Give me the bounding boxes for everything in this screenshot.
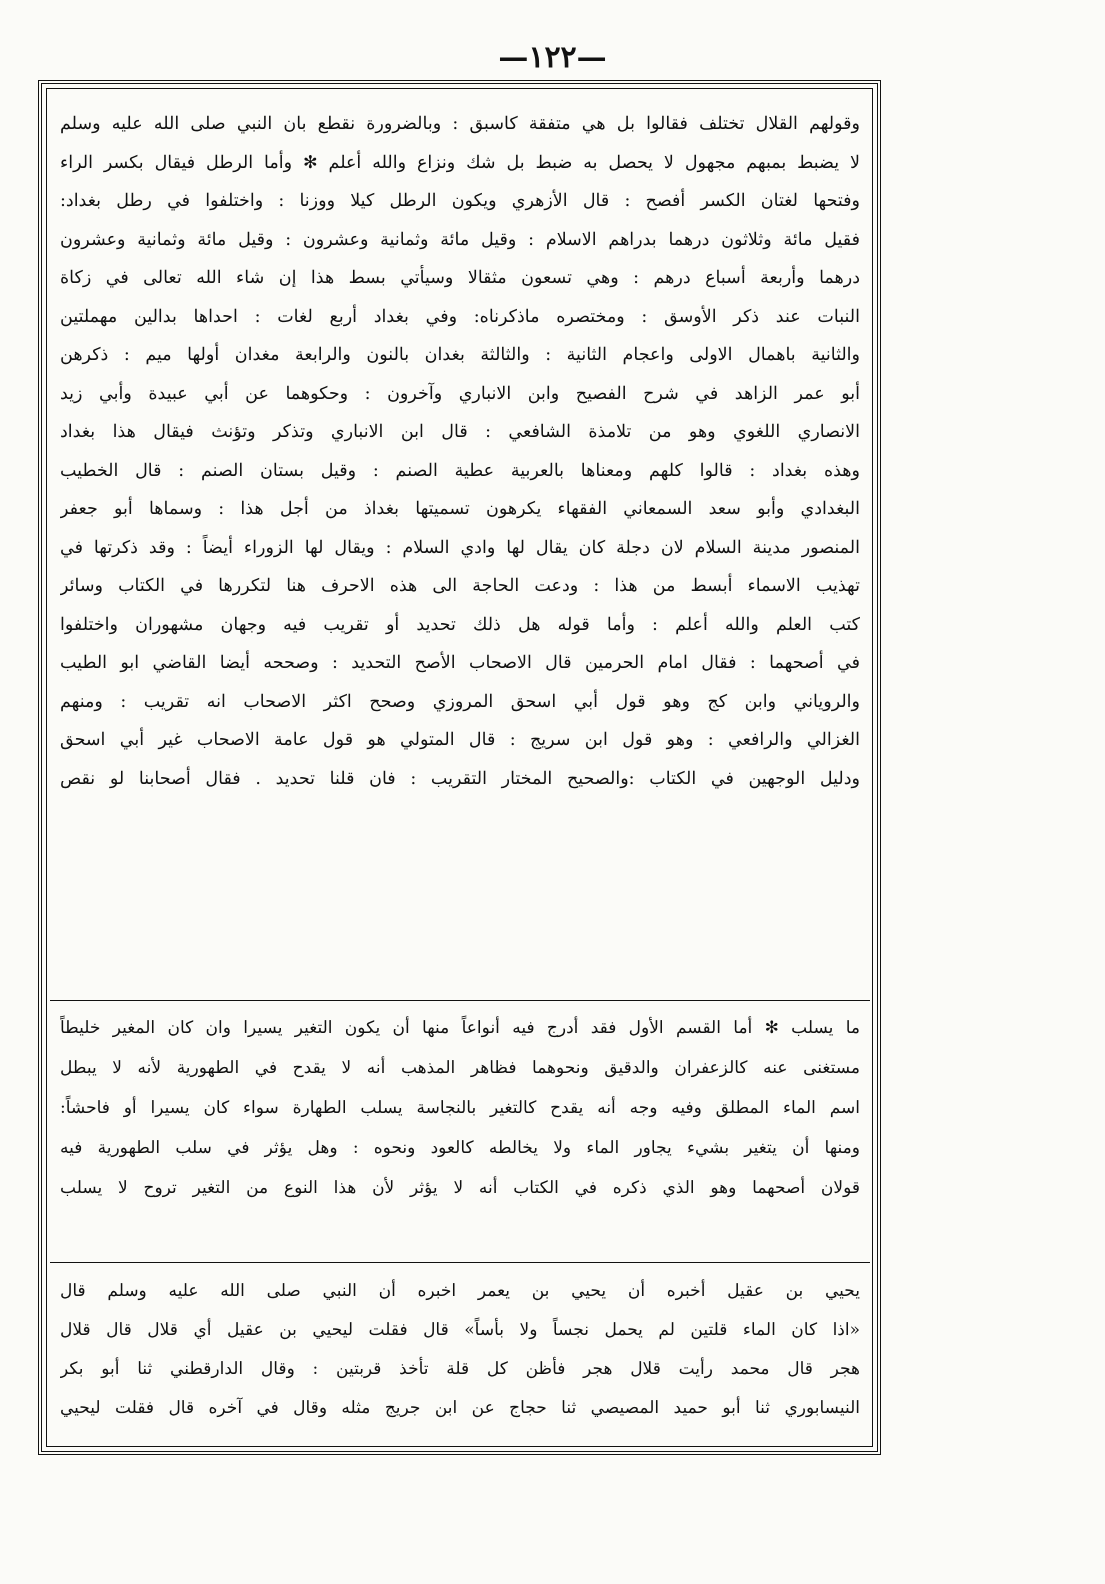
footnote-1 bbox=[60, 1008, 860, 1208]
text-line: وفتحها لغتان الكسر أفصح : قال الأزهري ويكون الرطل كيلا ووزنا : واختلفوا في رطل بغداد: bbox=[60, 191, 860, 211]
text-line: البغدادي وأبو سعد السمعاني الفقهاء يكرهون تسميتها بغداذ من أجل هذا : وسماها أبو جعفر bbox=[60, 499, 860, 519]
text-line: كتب العلم والله أعلم : وأما قوله هل ذلك تحديد أو تقريب فيه وجهان مشهوران واختلفوا bbox=[60, 614, 860, 635]
footnote-line: مستغنى عنه كالزعفران والدقيق ونحوهما فظاهر المذهب أنه لا يقدح في الطهورية لأنه لا يبطل bbox=[60, 1058, 860, 1078]
text-line: أبو عمر الزاهد في شرح الفصيح وابن الانباري وآخرون : وحكوهما عن أبي عبيدة وأبي زيد bbox=[60, 383, 860, 404]
text-line: درهما وأربعة أسباع درهم : وهي تسعون مثقالا وسيأتي بسط هذا إن شاء الله تعالى في زكاة bbox=[60, 268, 860, 288]
footnote-divider-2 bbox=[50, 1262, 870, 1263]
text-line: وقولهم القلال تختلف فقالوا بل هي متفقة كاسبق : وبالضرورة نقطع بان النبي صلى الله عليه وسلم bbox=[60, 114, 860, 134]
main-text bbox=[60, 105, 860, 798]
text-line: الانصاري اللغوي وهو من تلامذة الشافعي : قال ابن الانباري وتذكر وتؤنث فيقال هذا بغداد bbox=[60, 422, 860, 442]
footnote-divider-1 bbox=[50, 1000, 870, 1001]
page-number: —١٢٢— bbox=[498, 40, 607, 75]
footnote-line: ما يسلب ✻ أما القسم الأول فقد أدرج فيه أنواعاً منها أن يكون التغير يسيرا وان كان المغير خليطاً bbox=[60, 1018, 860, 1038]
footnote-line: هجر قال محمد رأيت قلال هجر فأظن كل قلة تأخذ قربتين : وقال الدارقطني ثنا أبو بكر bbox=[60, 1359, 860, 1379]
text-line: وهذه بغداد : قالوا كلهم ومعناها بالعربية عطية الصنم : وقيل بستان الصنم : قال الخطيب bbox=[60, 460, 860, 481]
footnote-line: قولان أصحهما وهو الذي ذكره في الكتاب أنه لا يؤثر لأن هذا النوع من التغير تروح لا يسلب bbox=[60, 1178, 860, 1198]
text-line: والروياني وابن كج وهو قول أبي اسحق المروزي وصحح اكثر الاصحاب انه تقريب : ومنهم bbox=[60, 691, 860, 712]
footnote-line: النيسابوري ثنا أبو حميد المصيصي ثنا حجاج عن ابن جريج مثله وقال في آخره قال فقلت ليحيي bbox=[60, 1398, 860, 1418]
text-line: تهذيب الاسماء أبسط من هذا : ودعت الحاجة الى هذه الاحرف هنا لتكررها في الكتاب وسائر bbox=[60, 576, 860, 596]
text-line: في أصحهما : فقال امام الحرمين قال الاصحاب الأصح التحديد : وصححه أيضا القاضي ابو الطيب bbox=[60, 653, 860, 673]
text-line: ودليل الوجهين في الكتاب :والصحيح المختار التقريب : فان قلنا تحديد . فقال أصحابنا لو نقص bbox=[60, 768, 860, 789]
text-line: فقيل مائة وثلاثون درهما بدراهم الاسلام : وقيل مائة وثمانية وعشرون : وقيل مائة وثمانية وعشرون bbox=[60, 229, 860, 250]
footnote-line: ومنها أن يتغير بشيء يجاور الماء ولا يخالطه كالعود ونحوه : وهل يؤثر في سلب الطهورية فيه bbox=[60, 1138, 860, 1158]
footnote-line: اسم الماء المطلق وفيه وجه أنه يقدح كالتغير بالنجاسة يسلب الطهارة سواء كان يسيرا أو فاحشاً: bbox=[60, 1098, 860, 1118]
text-line: المنصور مدينة السلام لان دجلة كان يقال لها وادي السلام : ويقال لها الزوراء أيضاً : وقد ذكرتها في bbox=[60, 537, 860, 558]
text-line: النبات عند ذكر الأوسق : ومختصره ماذكرناه: وفي بغداد أربع لغات : احداها بدالين مهملتين bbox=[60, 306, 860, 327]
footnote-line: «اذا كان الماء قلتين لم يحمل نجساً ولا بأساً» قال فقلت ليحيي بن عقيل أي قلال قال قلال bbox=[60, 1320, 860, 1340]
text-line: لا يضبط بمبهم مجهول لا يحصل به ضبط بل شك ونزاع والله أعلم ✻ وأما الرطل فيقال بكسر الراء bbox=[60, 152, 860, 173]
text-line: والثانية باهمال الاولى واعجام الثانية : والثالثة بغدان بالنون والرابعة مغدان أولها ميم : ذكرهن bbox=[60, 345, 860, 365]
footnote-2 bbox=[60, 1272, 860, 1428]
footnote-line: يحيي بن عقيل أخبره أن يحيي بن يعمر اخبره أن النبي صلى الله عليه وسلم قال bbox=[60, 1281, 860, 1301]
text-line: الغزالي والرافعي : وهو قول ابن سريج : قال المتولي هو قول عامة الاصحاب غير أبي اسحق bbox=[60, 730, 860, 750]
